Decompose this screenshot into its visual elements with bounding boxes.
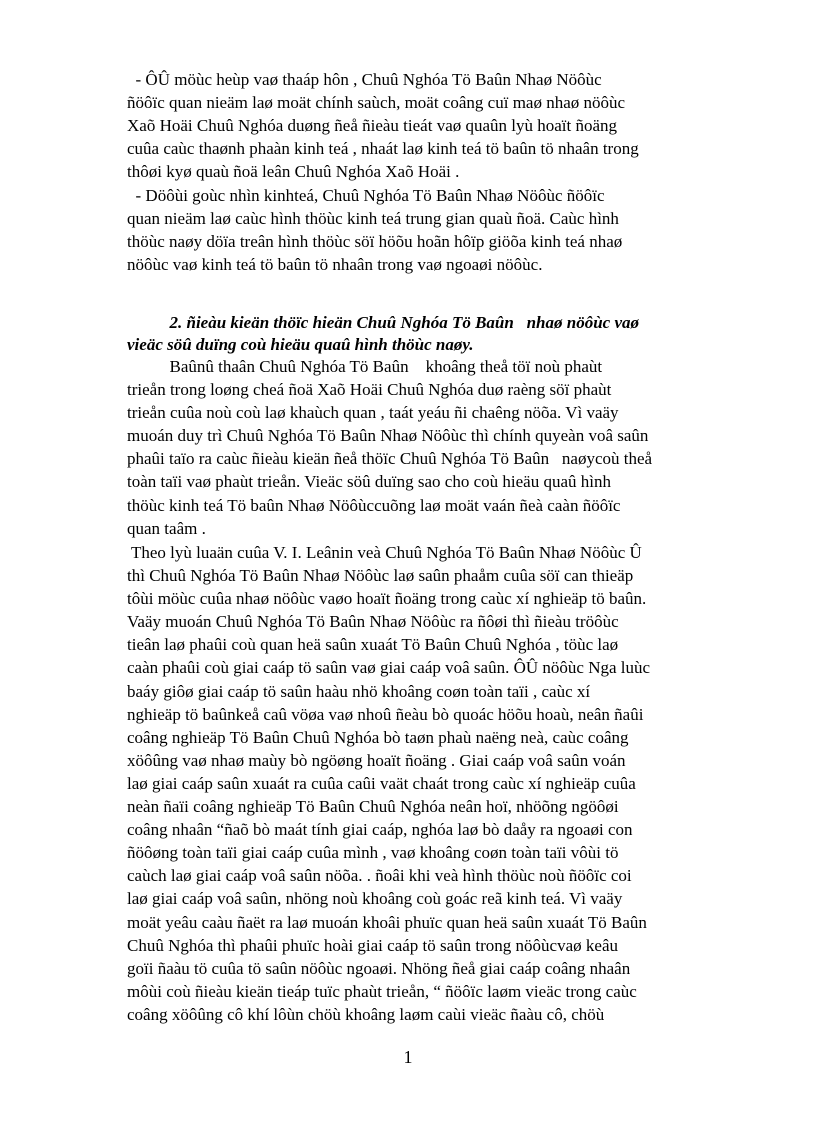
text-line: phaûi taïo ra caùc ñieàu kieän ñeå thöïc Chuû Nghóa Tö Baûn naøycoù theå	[127, 449, 653, 469]
text-line: - ÔÛ möùc heùp vaø thaáp hôn , Chuû Nghóa Tö Baûn Nhaø Nöôùc	[127, 70, 602, 89]
text-line: Theo lyù luaän cuûa V. I. Leânin veà Chuû Nghóa Tö Baûn Nhaø Nöôùc Û	[127, 543, 642, 562]
text-line: nöôùc vaø kinh teá tö baûn tö nhaân trong vaø ngoaøi nöôùc.	[127, 255, 543, 275]
text-line: cuûa caùc thaønh phaàn kinh teá , nhaát laø kinh teá tö baûn tö nhaân trong	[127, 139, 639, 159]
page-number: 1	[403, 1047, 413, 1067]
text-line: muoán duy trì Chuû Nghóa Tö Baûn Nhaø Nöôùc thì chính quyeàn voâ saûn	[127, 426, 649, 446]
text-line: laø giai caáp voâ saûn, nhöng noù khoâng coù goác reã kinh teá. Vì vaäy	[127, 889, 623, 909]
text-line: neàn ñaïi coâng nghieäp Tö Baûn Chuû Nghóa neân hoï, nhöõng ngöôøi	[127, 797, 619, 817]
text-line: laø giai caáp saûn xuaát ra cuûa caûi vaät chaát trong caùc xí nghieäp cuûa	[127, 773, 636, 793]
text-line: caàn phaûi coù giai caáp tö saûn vaø giai caáp voâ saûn. ÔÛ nöôùc Nga luùc	[127, 658, 651, 678]
text-line: Xaõ Hoäi Chuû Nghóa duøng ñeå ñieàu tieát vaø quaûn lyù hoaït ñoäng	[127, 116, 618, 136]
text-line: goïi ñaàu tö cuûa tö saûn nöôùc ngoaøi. Nhöng ñeå giai caáp coâng nhaân	[127, 958, 631, 978]
text-line: thôøi kyø quaù ñoä leân Chuû Nghóa Xaõ Hoäi .	[127, 162, 460, 182]
heading-line: 2. ñieàu kieän thöïc hieän Chuû Nghóa Tö Baûn nhaø nöôùc vaø	[127, 313, 640, 332]
section-heading	[127, 312, 747, 356]
text-line: thì Chuû Nghóa Tö Baûn Nhaø Nöôùc laø saûn phaåm cuûa söï can thieäp	[127, 566, 634, 586]
text-line: trieån cuûa noù coù laø khaùch quan , taát yeáu ñi chaêng nöõa. Vì vaäy	[127, 403, 619, 423]
text-line: tieân laø phaûi coù quan heä saûn xuaát Tö Baûn Chuû Nghóa , töùc laø	[127, 635, 619, 655]
text-line: coâng xöôûng cô khí lôùn chöù khoâng laøm caùi vieäc ñaàu cô, chöù	[127, 1004, 605, 1024]
text-line: Vaäy muoán Chuû Nghóa Tö Baûn Nhaø Nöôùc ra ñôøi thì ñieàu tröôùc	[127, 612, 619, 632]
text-line: thöùc naøy döïa treân hình thöùc söï höõu hoãn hôïp giöõa kinh teá nhaø	[127, 232, 623, 252]
text-line: coâng nhaân “ñaõ bò maát tính giai caáp, nghóa laø bò daåy ra ngoaøi con	[127, 820, 633, 840]
text-line: Chuû Nghóa thì phaûi phuïc hoài giai caáp tö saûn trong nöôùcvaø keâu	[127, 935, 618, 955]
text-line: baáy giôø giai caáp tö saûn haàu nhö khoâng coøn toàn taïi , caùc xí	[127, 681, 591, 701]
paragraph-3	[127, 355, 739, 540]
text-line: toàn taïi vaø phaùt trieån. Vieäc söû duïng sao cho coù hieäu quaû hình	[127, 472, 611, 492]
text-line: coâng nghieäp Tö Baûn Chuû Nghóa bò taøn phaù naëng neà, caùc coâng	[127, 727, 629, 747]
text-line: thöùc kinh teá Tö baûn Nhaø Nöôùccuõng laø moät vaán ñeà caàn ñöôïc	[127, 495, 621, 515]
text-line: tôùi möùc cuûa nhaø nöôùc vaøo hoaït ñoäng trong caùc xí nghieäp tö baûn.	[127, 589, 647, 609]
text-line: ñöôïc quan nieäm laø moät chính saùch, moät coâng cuï maø nhaø nöôùc	[127, 93, 626, 113]
text-line: - Döôùi goùc nhìn kinhteá, Chuû Nghóa Tö Baûn Nhaø Nöôùc ñöôïc	[127, 186, 605, 205]
paragraph-2	[127, 184, 739, 276]
paragraph-4	[127, 541, 739, 1026]
paragraph-1	[127, 68, 739, 183]
text-line: quan nieäm laø caùc hình thöùc kinh teá trung gian quaù ñoä. Caùc hình	[127, 209, 619, 229]
heading-line: vieäc söû duïng coù hieäu quaû hình thöùc naøy.	[127, 335, 474, 354]
text-line: ñöôøng toàn taïi giai caáp cuûa mình , vaø khoâng coøn toàn taïi vôùi tö	[127, 843, 619, 863]
text-line: trieån trong loøng cheá ñoä Xaõ Hoäi Chuû Nghóa duø raèng söï phaùt	[127, 380, 612, 400]
text-line: quan taâm .	[127, 518, 206, 538]
text-line: môùi coù ñieàu kieän tieáp tuïc phaùt trieån, “ ñöôïc laøm vieäc trong caùc	[127, 981, 637, 1001]
text-line: Baûnû thaân Chuû Nghóa Tö Baûn khoâng theå töï noù phaùt	[127, 357, 603, 376]
text-line: xöôûng vaø nhaø maùy bò ngöøng hoaït ñoäng . Giai caáp voâ saûn voán	[127, 750, 626, 770]
text-line: nghieäp tö baûnkeå caû vöøa vaø nhoû ñeàu bò quoác höõu hoaù, neân ñaûi	[127, 704, 644, 724]
text-line: moät yeâu caàu ñaët ra laø muoán khoâi phuïc quan heä saûn xuaát Tö Baûn	[127, 912, 647, 932]
text-line: caùch laø giai caáp voâ saûn nöõa. . ñoâi khi veà hình thöùc noù ñöôïc coi	[127, 866, 632, 886]
